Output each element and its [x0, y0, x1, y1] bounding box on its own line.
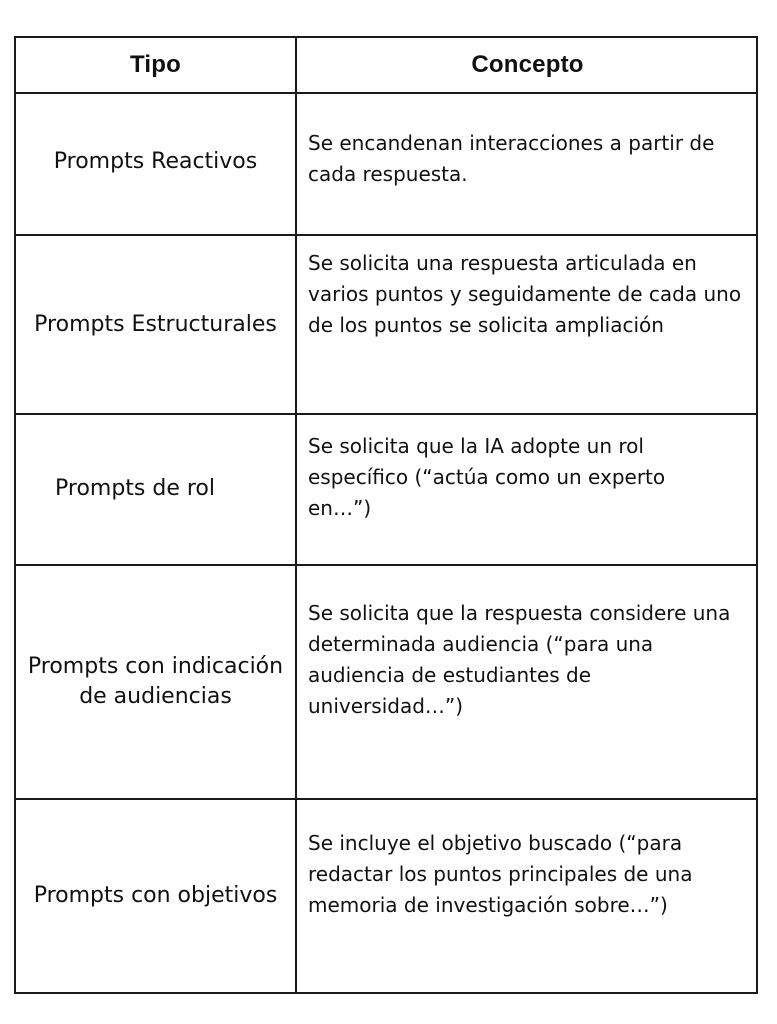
- row-concepto-text: Se solicita que la respuesta considere una determinada audiencia (“para una audiencia de estudiantes de universidad…”): [308, 601, 731, 718]
- row-tipo-text: Prompts con indicación de audiencias: [27, 654, 284, 709]
- header-tipo: [16, 38, 297, 94]
- header-tipo-label: Tipo: [129, 51, 181, 78]
- row-tipo-cell: [16, 800, 297, 992]
- header-concepto-label: Concepto: [471, 51, 584, 78]
- row-concepto-cell: [297, 566, 758, 800]
- row-concepto-text: Se solicita una respuesta articulada en varios puntos y seguidamente de cada uno de los puntos se solicita ampliación: [308, 251, 742, 337]
- row-concepto-cell: [297, 236, 758, 415]
- row-tipo-cell: [16, 566, 297, 800]
- row-concepto-text: Se incluye el objetivo buscado (“para redactar los puntos principales de una memoria de investigación sobre…”): [308, 831, 693, 917]
- row-concepto-cell: [297, 94, 758, 236]
- row-tipo-cell: [16, 415, 297, 566]
- row-tipo-text: Prompts Estructurales: [34, 311, 277, 337]
- row-concepto-cell: [297, 800, 758, 992]
- row-tipo-text: Prompts de rol: [55, 475, 216, 501]
- row-concepto-text: Se encandenan interacciones a partir de cada respuesta.: [308, 131, 715, 186]
- row-tipo-text: Prompts con objetivos: [33, 883, 278, 909]
- header-concepto: [297, 38, 758, 94]
- row-tipo-cell: [16, 94, 297, 236]
- row-tipo-text: Prompts Reactivos: [53, 149, 258, 175]
- row-concepto-text: Se solicita que la IA adopte un rol específico (“actúa como un experto en…”): [308, 434, 666, 520]
- prompts-table: [14, 36, 758, 994]
- row-tipo-cell: [16, 236, 297, 415]
- row-concepto-cell: [297, 415, 758, 566]
